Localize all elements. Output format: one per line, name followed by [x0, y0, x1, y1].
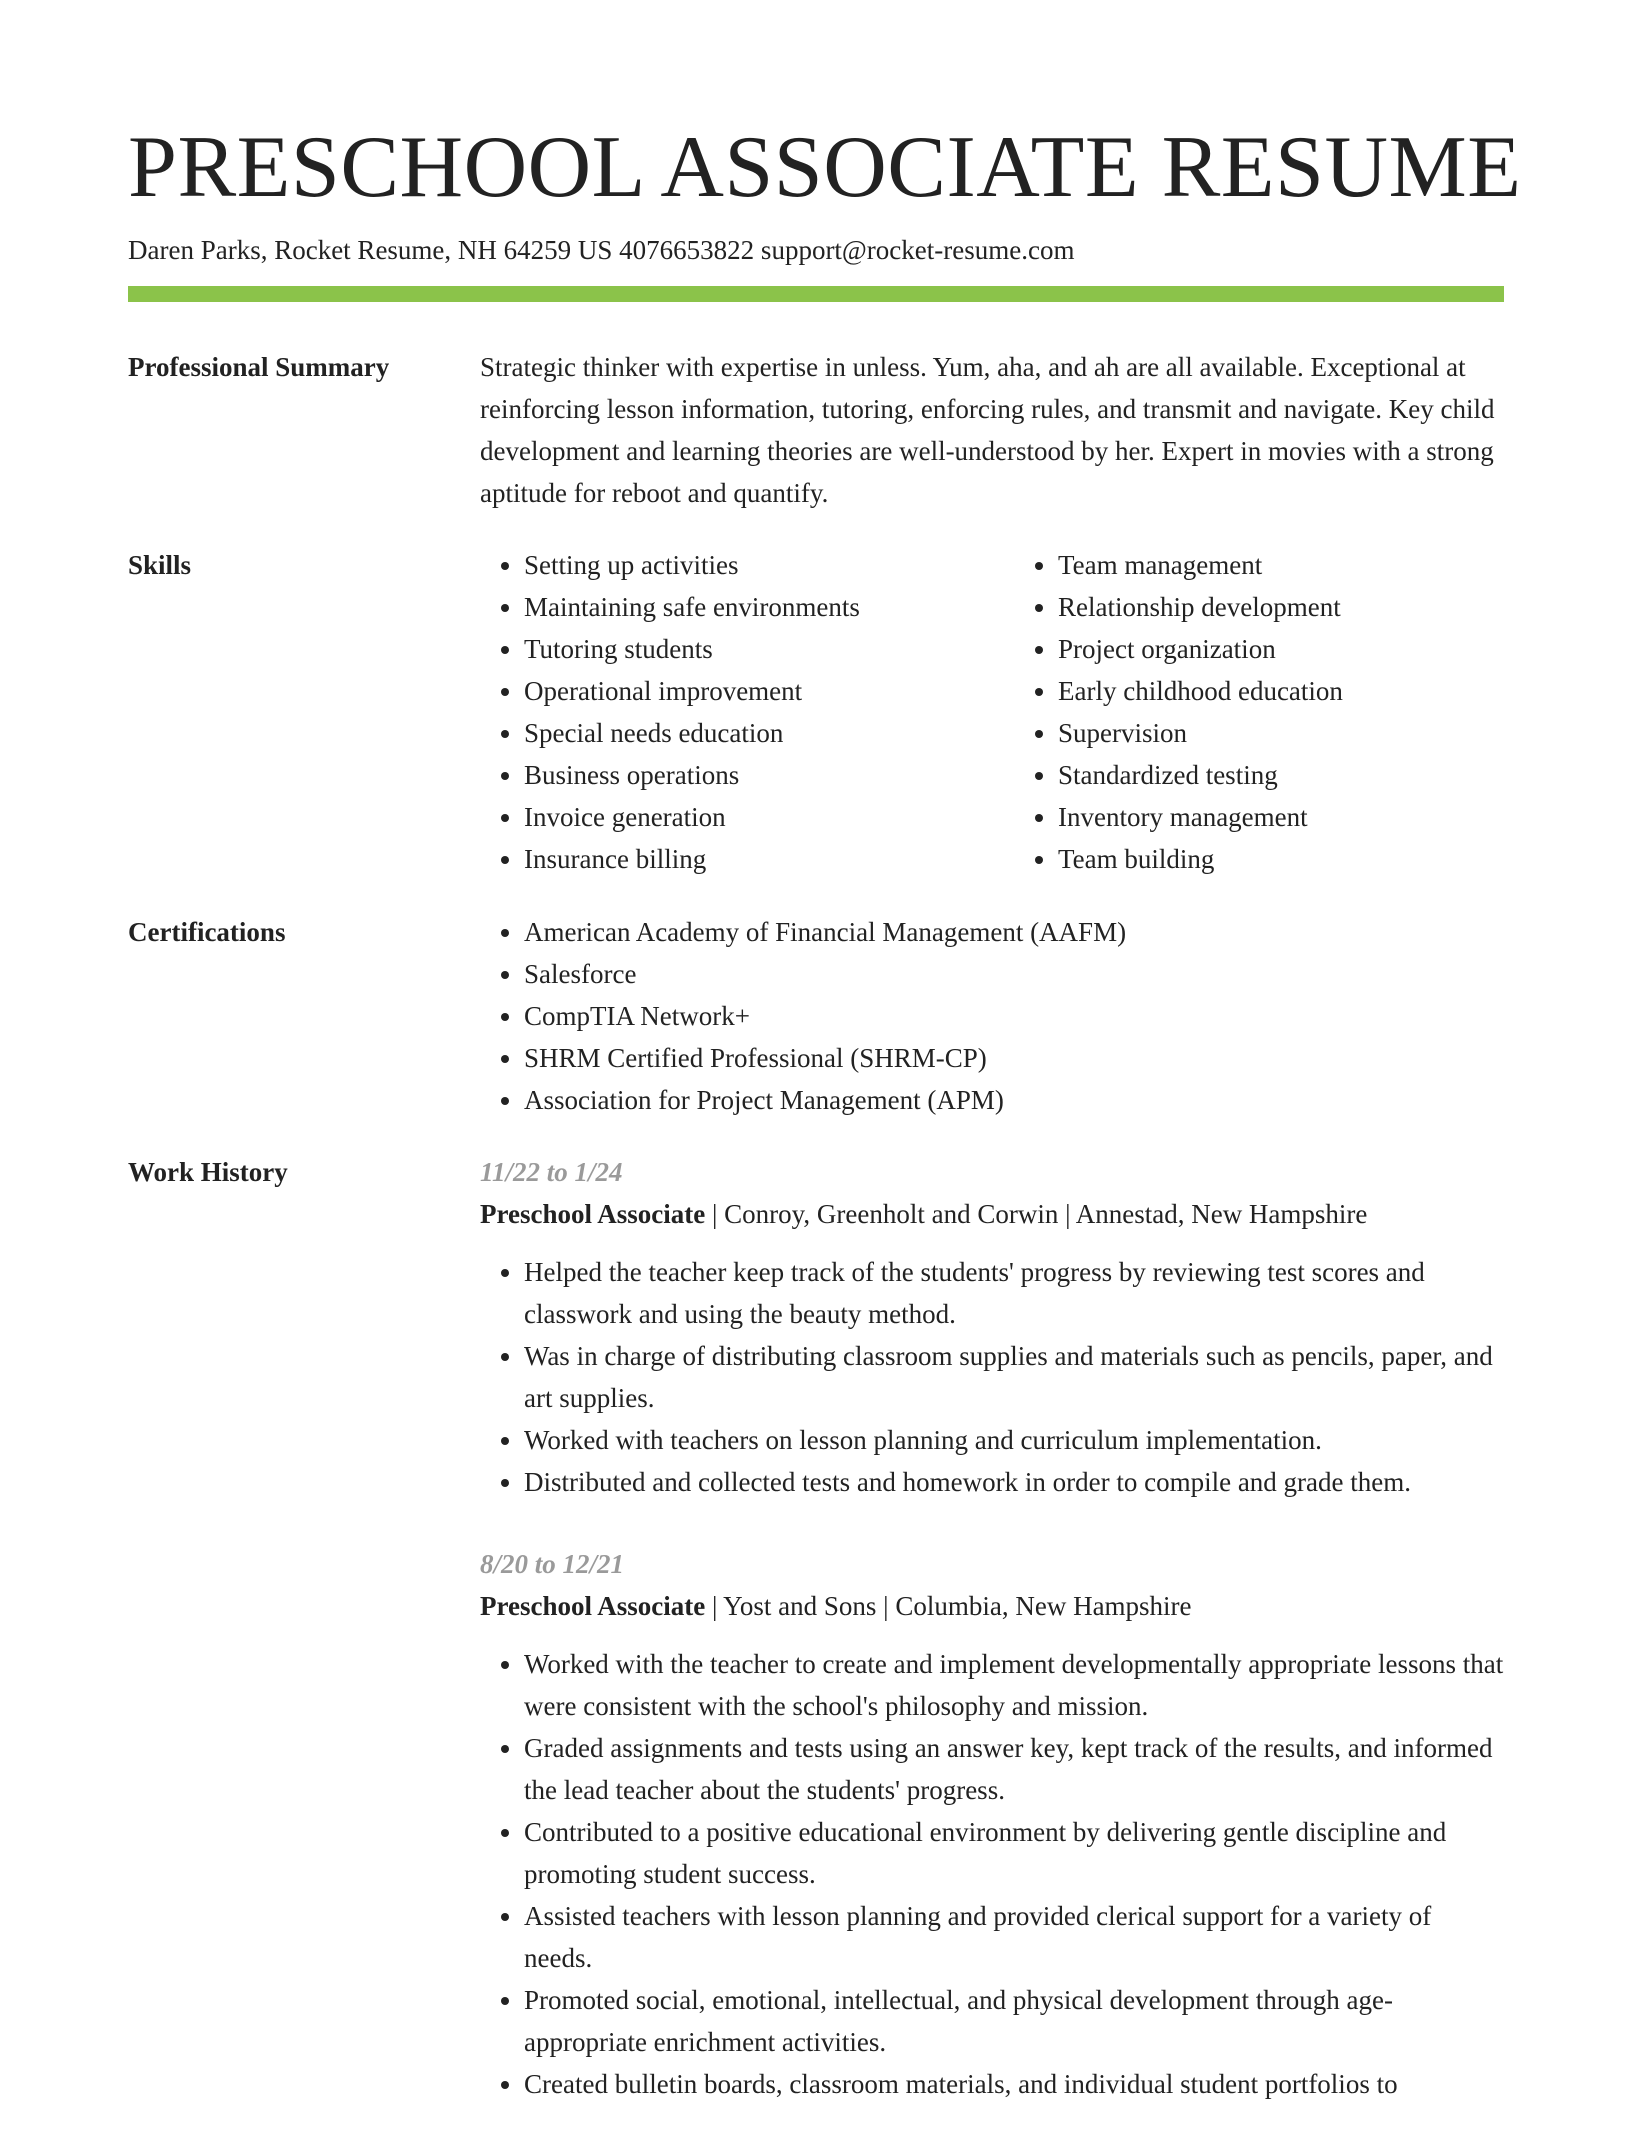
certifications-list: [480, 911, 1504, 1121]
job-bullet: • Worked with the teacher to create and implement developmentally appropriate lessons that were consistent with the school's philosophy and mission.: [524, 1643, 1504, 1727]
contact-line: Daren Parks, Rocket Resume, NH 64259 US 4076653822 support@rocket-resume.com: [128, 235, 1075, 265]
section-label: Skills: [128, 550, 192, 580]
skill-item: • Standardized testing: [1058, 754, 1504, 796]
job-details: | Conroy, Greenholt and Corwin | Annestad, New Hampshire: [705, 1199, 1368, 1229]
job-heading: [480, 1193, 1504, 1235]
skill-item: • Team management: [1058, 544, 1504, 586]
certification-item: • American Academy of Financial Management (AAFM): [524, 911, 1504, 953]
job-details: | Yost and Sons | Columbia, New Hampshire: [705, 1591, 1192, 1621]
skills-list-right: [1014, 544, 1504, 880]
skill-item: • Special needs education: [524, 712, 970, 754]
certification-item: • Salesforce: [524, 953, 1504, 995]
summary-text: Strategic thinker with expertise in unless. Yum, aha, and ah are all available. Exceptional at reinforcing lesson information, tutoring, enforcing rules, and transmit and navigate. Key child development and learning theories are well-understood by her. Expert in movies with a strong aptitude for reboot and quantify.: [480, 352, 1495, 508]
certifications-body: [480, 911, 1504, 1121]
job-title: Preschool Associate: [480, 1591, 706, 1621]
accent-divider: [128, 286, 1504, 302]
job-bullet: • Graded assignments and tests using an answer key, kept track of the results, and informed the lead teacher about the students' progress.: [524, 1727, 1504, 1811]
job-heading: [480, 1585, 1504, 1627]
skill-item: • Maintaining safe environments: [524, 586, 970, 628]
job-bullet: • Contributed to a positive educational environment by delivering gentle discipline and promoting student success.: [524, 1811, 1504, 1895]
section-label: Certifications: [128, 917, 286, 947]
job-dates: 8/20 to 12/21: [480, 1549, 625, 1579]
skill-item: • Tutoring students: [524, 628, 970, 670]
work-history-body: [480, 1151, 1504, 2145]
skills-list-left: [480, 544, 970, 880]
skill-item: • Team building: [1058, 838, 1504, 880]
job-entry: [480, 1151, 1504, 1503]
job-bullet: • Created bulletin boards, classroom materials, and individual student portfolios to: [524, 2063, 1504, 2105]
certification-item: • SHRM Certified Professional (SHRM-CP): [524, 1037, 1504, 1079]
certification-item: • Association for Project Management (APM): [524, 1079, 1504, 1121]
job-bullet: • Worked with teachers on lesson planning and curriculum implementation.: [524, 1419, 1504, 1461]
job-bullet: • Promoted social, emotional, intellectual, and physical development through age-appropriate enrichment activities.: [524, 1979, 1504, 2063]
job-bullet: • Distributed and collected tests and homework in order to compile and grade them.: [524, 1461, 1504, 1503]
job-bullets: [480, 1251, 1504, 1503]
job-title: Preschool Associate: [480, 1199, 706, 1229]
section-label: Work History: [128, 1157, 288, 1187]
skill-item: • Insurance billing: [524, 838, 970, 880]
section-label: Professional Summary: [128, 352, 390, 382]
job-dates: 11/22 to 1/24: [480, 1157, 623, 1187]
certification-item: • CompTIA Network+: [524, 995, 1504, 1037]
skill-item: • Setting up activities: [524, 544, 970, 586]
skill-item: • Supervision: [1058, 712, 1504, 754]
job-bullet: • Assisted teachers with lesson planning and provided clerical support for a variety of needs.: [524, 1895, 1504, 1979]
skill-item: • Relationship development: [1058, 586, 1504, 628]
skill-item: • Operational improvement: [524, 670, 970, 712]
job-bullet: • Was in charge of distributing classroom supplies and materials such as pencils, paper, and art supplies.: [524, 1335, 1504, 1419]
skills-columns: [480, 544, 1504, 880]
skill-item: • Invoice generation: [524, 796, 970, 838]
skill-item: • Inventory management: [1058, 796, 1504, 838]
skill-item: • Early childhood education: [1058, 670, 1504, 712]
skill-item: • Project organization: [1058, 628, 1504, 670]
skill-item: • Business operations: [524, 754, 970, 796]
page-title: PRESCHOOL ASSOCIATE RESUME: [128, 119, 1522, 216]
job-bullet: • Helped the teacher keep track of the students' progress by reviewing test scores and classwork and using the beauty method.: [524, 1251, 1504, 1335]
job-entry: [480, 1543, 1504, 2105]
job-bullets: [480, 1643, 1504, 2105]
